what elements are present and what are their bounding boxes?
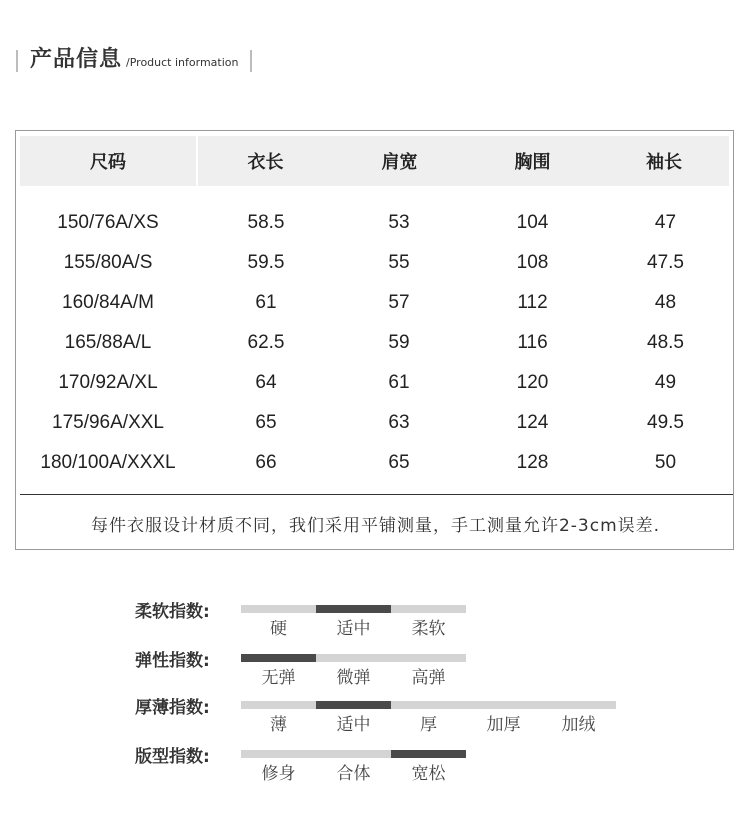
header-right-bar [250, 50, 252, 72]
index-option: 适中 [336, 715, 371, 735]
index-scale-bar [241, 654, 466, 662]
scale-segment [241, 701, 316, 709]
index-option: 适中 [336, 619, 371, 639]
scale-segment-selected [391, 750, 466, 758]
table-cell: 66 [255, 452, 277, 473]
header-left-bar [16, 50, 18, 72]
table-row [16, 403, 735, 443]
index-option: 加绒 [561, 715, 596, 735]
table-cell: 170/92A/XL [58, 372, 158, 393]
table-cell: 150/76A/XS [57, 212, 159, 233]
table-cell: 64 [255, 372, 277, 393]
index-options [241, 713, 616, 737]
index-option: 薄 [270, 715, 287, 735]
measurement-note: 每件衣服设计材质不同，我们采用平铺测量，手工测量允许2-3cm误差. [90, 516, 661, 536]
scale-segment [241, 750, 316, 758]
table-cell: 59.5 [247, 252, 285, 273]
fit-index [0, 746, 750, 790]
index-options [241, 666, 466, 690]
table-cell: 128 [516, 452, 549, 473]
index-scale-bar [241, 701, 616, 709]
table-cell: 59 [388, 332, 410, 353]
table-cell: 120 [516, 372, 549, 393]
elasticity-index [0, 650, 750, 694]
section-header [16, 46, 252, 74]
index-option: 宽松 [411, 764, 446, 784]
index-options [241, 762, 466, 786]
table-cell: 180/100A/XXXL [40, 452, 176, 473]
softness-index [0, 601, 750, 645]
table-cell: 61 [255, 292, 277, 313]
scale-segment-selected [316, 605, 391, 613]
column-header-sleeve: 袖长 [599, 136, 729, 186]
index-label: 厚薄指数: [135, 698, 210, 718]
table-cell: 47 [654, 212, 677, 233]
index-option: 无弹 [261, 668, 296, 688]
index-option: 柔软 [411, 619, 446, 639]
table-cell: 108 [516, 252, 549, 273]
scale-segment [316, 750, 391, 758]
size-table-header [20, 136, 729, 186]
table-cell: 104 [516, 212, 549, 233]
scale-segment [391, 605, 466, 613]
scale-segment-selected [316, 701, 391, 709]
section-title: 产品信息 [30, 47, 123, 72]
table-cell: 65 [388, 452, 410, 473]
index-label: 版型指数: [135, 747, 210, 767]
table-cell: 49 [654, 372, 677, 393]
scale-segment [541, 701, 616, 709]
index-scale-bar [241, 750, 466, 758]
table-cell: 65 [255, 412, 277, 433]
table-cell: 55 [388, 252, 410, 273]
table-cell: 53 [388, 212, 410, 233]
index-label: 柔软指数: [135, 602, 210, 622]
index-label: 弹性指数: [135, 651, 210, 671]
table-row [16, 243, 735, 283]
scale-segment-selected [241, 654, 316, 662]
size-chart [15, 130, 734, 550]
index-option: 合体 [336, 764, 371, 784]
table-row [16, 203, 735, 243]
table-cell: 62.5 [247, 332, 285, 353]
thickness-index [0, 697, 750, 741]
table-row [16, 323, 735, 363]
scale-segment [316, 654, 391, 662]
table-cell: 48.5 [647, 332, 684, 353]
table-cell: 124 [516, 412, 549, 433]
index-options [241, 617, 466, 641]
column-header-length: 衣长 [198, 136, 333, 186]
table-cell: 160/84A/M [62, 292, 154, 313]
table-row [16, 283, 735, 323]
table-cell: 61 [388, 372, 410, 393]
section-subtitle: /Product information [126, 56, 239, 69]
index-option: 修身 [261, 764, 296, 784]
table-cell: 165/88A/L [64, 332, 152, 353]
column-header-chest: 胸围 [466, 136, 599, 186]
index-option: 高弹 [411, 668, 446, 688]
scale-segment [391, 654, 466, 662]
table-cell: 57 [388, 292, 410, 313]
scale-segment [241, 605, 316, 613]
table-cell: 116 [517, 332, 548, 353]
table-divider [20, 494, 733, 495]
scale-segment [391, 701, 466, 709]
size-table-body [16, 203, 735, 483]
index-scale-bar [241, 605, 466, 613]
column-header-size: 尺码 [20, 136, 196, 186]
table-cell: 49.5 [647, 412, 684, 433]
table-cell: 58.5 [247, 212, 285, 233]
index-option: 硬 [270, 619, 287, 639]
index-option: 厚 [420, 715, 437, 735]
column-header-shoulder: 肩宽 [333, 136, 466, 186]
table-cell: 50 [654, 452, 677, 473]
table-row [16, 363, 735, 403]
scale-segment [466, 701, 541, 709]
table-cell: 112 [517, 292, 548, 313]
table-row [16, 443, 735, 483]
table-cell: 63 [388, 412, 410, 433]
index-option: 微弹 [336, 668, 371, 688]
index-option: 加厚 [486, 715, 521, 735]
table-cell: 48 [654, 292, 677, 313]
table-cell: 155/80A/S [63, 252, 153, 273]
table-cell: 47.5 [647, 252, 684, 273]
table-cell: 175/96A/XXL [52, 412, 164, 433]
